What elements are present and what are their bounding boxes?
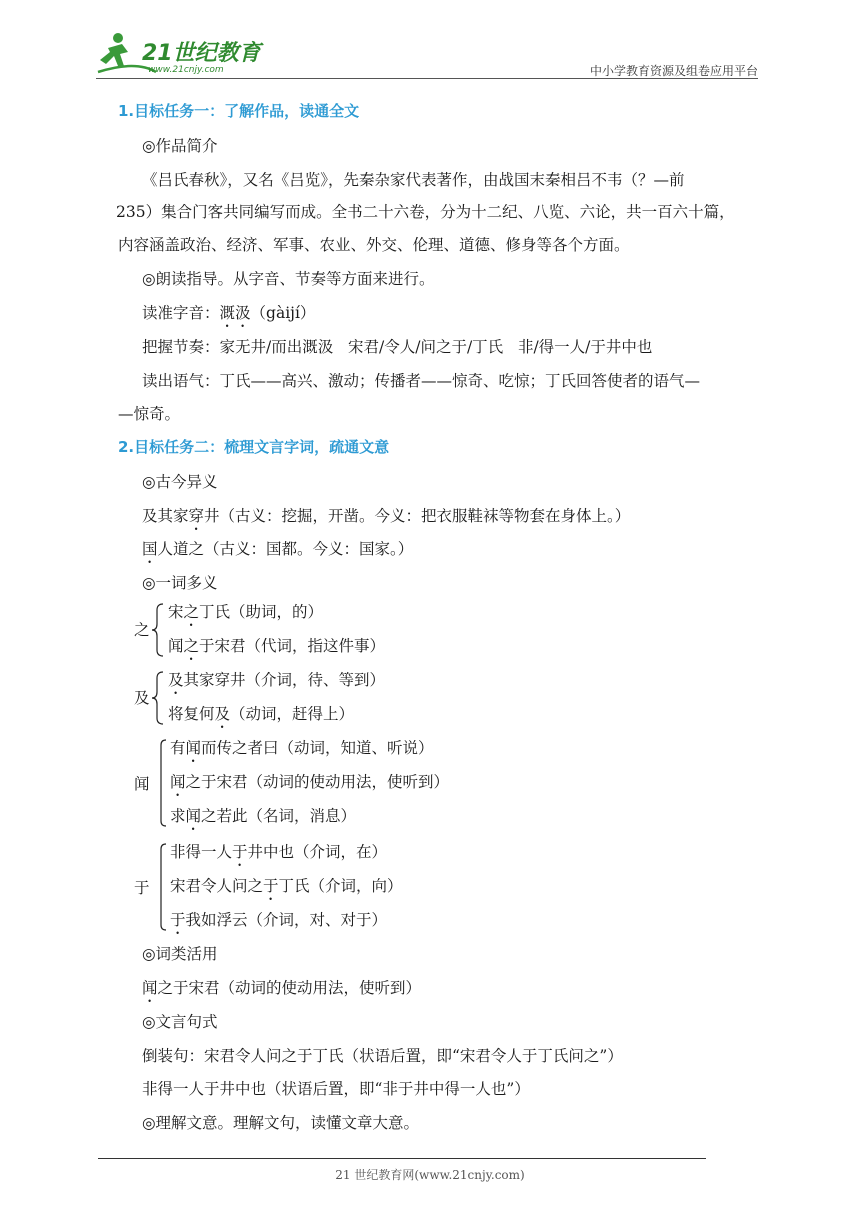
text-post: 其家穿井（介词，待、等到） [183, 671, 386, 689]
polysemy-ji-label: 及 [134, 689, 150, 707]
text-pre: 闻 [168, 637, 184, 655]
text-pre: 宋君令人问之 [170, 877, 264, 895]
text-post: 我如浮云（介词，对、对于） [185, 911, 388, 929]
cilei-item [142, 976, 421, 1006]
yici-label: ◎一词多义 [142, 574, 218, 592]
text-post: 之若此（名词，消息） [201, 807, 357, 825]
text-post: （动词，赶得上） [230, 705, 355, 723]
text-pre: 有 [170, 739, 186, 757]
intro-paragraph-line-3: 内容涵盖政治、经济、军事、农业、外交、伦理、道德、修身等各个方面。 [118, 236, 630, 254]
text-post: 井中也（介词，在） [247, 843, 388, 861]
header-divider [96, 78, 758, 79]
page-footer: 21 世纪教育网(www.21cnjy.com) [335, 1168, 525, 1182]
intro-paragraph-line-1: 《吕氏春秋》，又名《吕览》，先秦杂家代表著作，由战国末秦相吕不韦（？—前 [142, 171, 685, 189]
polysemy-yu-item-3 [170, 908, 387, 938]
bracket-icon [158, 738, 168, 828]
polysemy-yu-item-1 [170, 840, 387, 870]
tone-line-2: —惊奇。 [118, 405, 181, 423]
text-pre: 非得一人 [170, 843, 233, 861]
polysemy-zhi-item-1 [168, 600, 323, 630]
polysemy-wen-item-3 [170, 804, 356, 834]
polysemy-ji-item-1 [168, 668, 385, 698]
text-key: 闻 [185, 739, 202, 757]
brace-icon [151, 602, 165, 658]
text-key: 于 [170, 911, 186, 929]
gujin-1-key: 穿 [188, 507, 205, 525]
text-post: 丁氏（介词，向） [278, 877, 403, 895]
text-key: 及 [214, 705, 231, 723]
footer-divider [98, 1158, 706, 1159]
text-key: 闻 [185, 807, 202, 825]
text-key: 于 [263, 877, 279, 895]
polysemy-zhi [134, 600, 434, 660]
reading-guide-label: ◎朗读指导。从字音、节奏等方面来进行。 [142, 270, 435, 288]
text-key: 之 [183, 637, 200, 655]
rhythm-line: 把握节奏：家无井/而出溉汲 宋君/令人/问之于/丁氏 非/得一人/于井中也 [142, 338, 653, 356]
polysemy-zhi-item-2 [168, 634, 385, 664]
polysemy-yu-label: 于 [134, 879, 150, 897]
polysemy-wen-label: 闻 [134, 775, 150, 793]
text-pre: 求 [170, 807, 186, 825]
logo [96, 30, 266, 76]
text-post: 于宋君（代词，指这件事） [199, 637, 386, 655]
polysemy-yu [134, 840, 534, 936]
wenyi-label: ◎理解文意。理解文句，读懂文章大意。 [142, 1114, 420, 1132]
text-key: 闻 [142, 979, 158, 997]
text-post: 丁氏（助词，的） [199, 603, 324, 621]
polysemy-wen [134, 736, 534, 832]
polysemy-ji [134, 668, 434, 728]
tone-line-1: 读出语气：丁氏——高兴、激动；传播者——惊奇、吃惊；丁氏回答使者的语气— [142, 372, 701, 390]
intro-paragraph-line-2: 235）集合门客共同编写而成。全书二十六卷，分为十二纪、八览、六论，共一百六十篇， [116, 203, 735, 221]
text-key: 之 [183, 603, 200, 621]
section2-title: 2.目标任务二：梳理文言字词，疏通文意 [118, 438, 390, 456]
gujin-1-pre: 及其家 [142, 507, 189, 525]
gujin-item-1 [142, 504, 630, 534]
jushi-item-2: 非得一人于井中也（状语后置，即“非于井中得一人也”） [142, 1080, 530, 1098]
gujin-2-key: 国 [142, 540, 158, 558]
pronunciation-char-gai: 溉 [219, 304, 236, 322]
intro-label: ◎作品简介 [142, 137, 218, 155]
logo-text: 21世纪教育 [142, 41, 261, 66]
text-post: 之于宋君（动词的使动用法，使听到） [185, 773, 450, 791]
text-key: 于 [232, 843, 248, 861]
text-key: 闻 [170, 773, 186, 791]
section1-title: 1.目标任务一：了解作品，读通全文 [118, 102, 360, 120]
pronunciation-pinyin: （gàijí） [250, 304, 316, 322]
pronunciation-char-ji: 汲 [235, 304, 251, 322]
brace-icon [151, 670, 165, 726]
pronunciation-prefix: 读准字音： [142, 304, 220, 322]
platform-title: 中小学教育资源及组卷应用平台 [589, 64, 758, 78]
jushi-item-1: 倒装句：宋君令人问之于丁氏（状语后置，即“宋君令人于丁氏问之”） [142, 1047, 623, 1065]
gujin-2-post: 人道之（古义：国都。今义：国家。） [157, 540, 414, 558]
polysemy-ji-item-2 [168, 702, 354, 732]
text-post: 而传之者曰（动词，知道、听说） [201, 739, 434, 757]
logo-url: www.21cnjy.com [148, 65, 224, 75]
bracket-icon [158, 842, 168, 932]
polysemy-yu-item-2 [170, 874, 403, 904]
text-post: 之于宋君（动词的使动用法，使听到） [157, 979, 422, 997]
text-key: 及 [168, 671, 184, 689]
polysemy-zhi-label: 之 [134, 621, 150, 639]
pronunciation-line [142, 301, 315, 331]
cilei-label: ◎词类活用 [142, 945, 218, 963]
polysemy-wen-item-2 [170, 770, 449, 800]
gujin-label: ◎古今异义 [142, 473, 218, 491]
page-header [96, 30, 758, 80]
text-pre: 将复何 [168, 705, 215, 723]
text-pre: 宋 [168, 603, 184, 621]
polysemy-wen-item-1 [170, 736, 434, 766]
gujin-1-post: 井（古义：挖掘，开凿。今义：把衣服鞋袜等物套在身体上。） [204, 507, 631, 525]
jushi-label: ◎文言句式 [142, 1013, 218, 1031]
gujin-item-2 [142, 537, 413, 567]
